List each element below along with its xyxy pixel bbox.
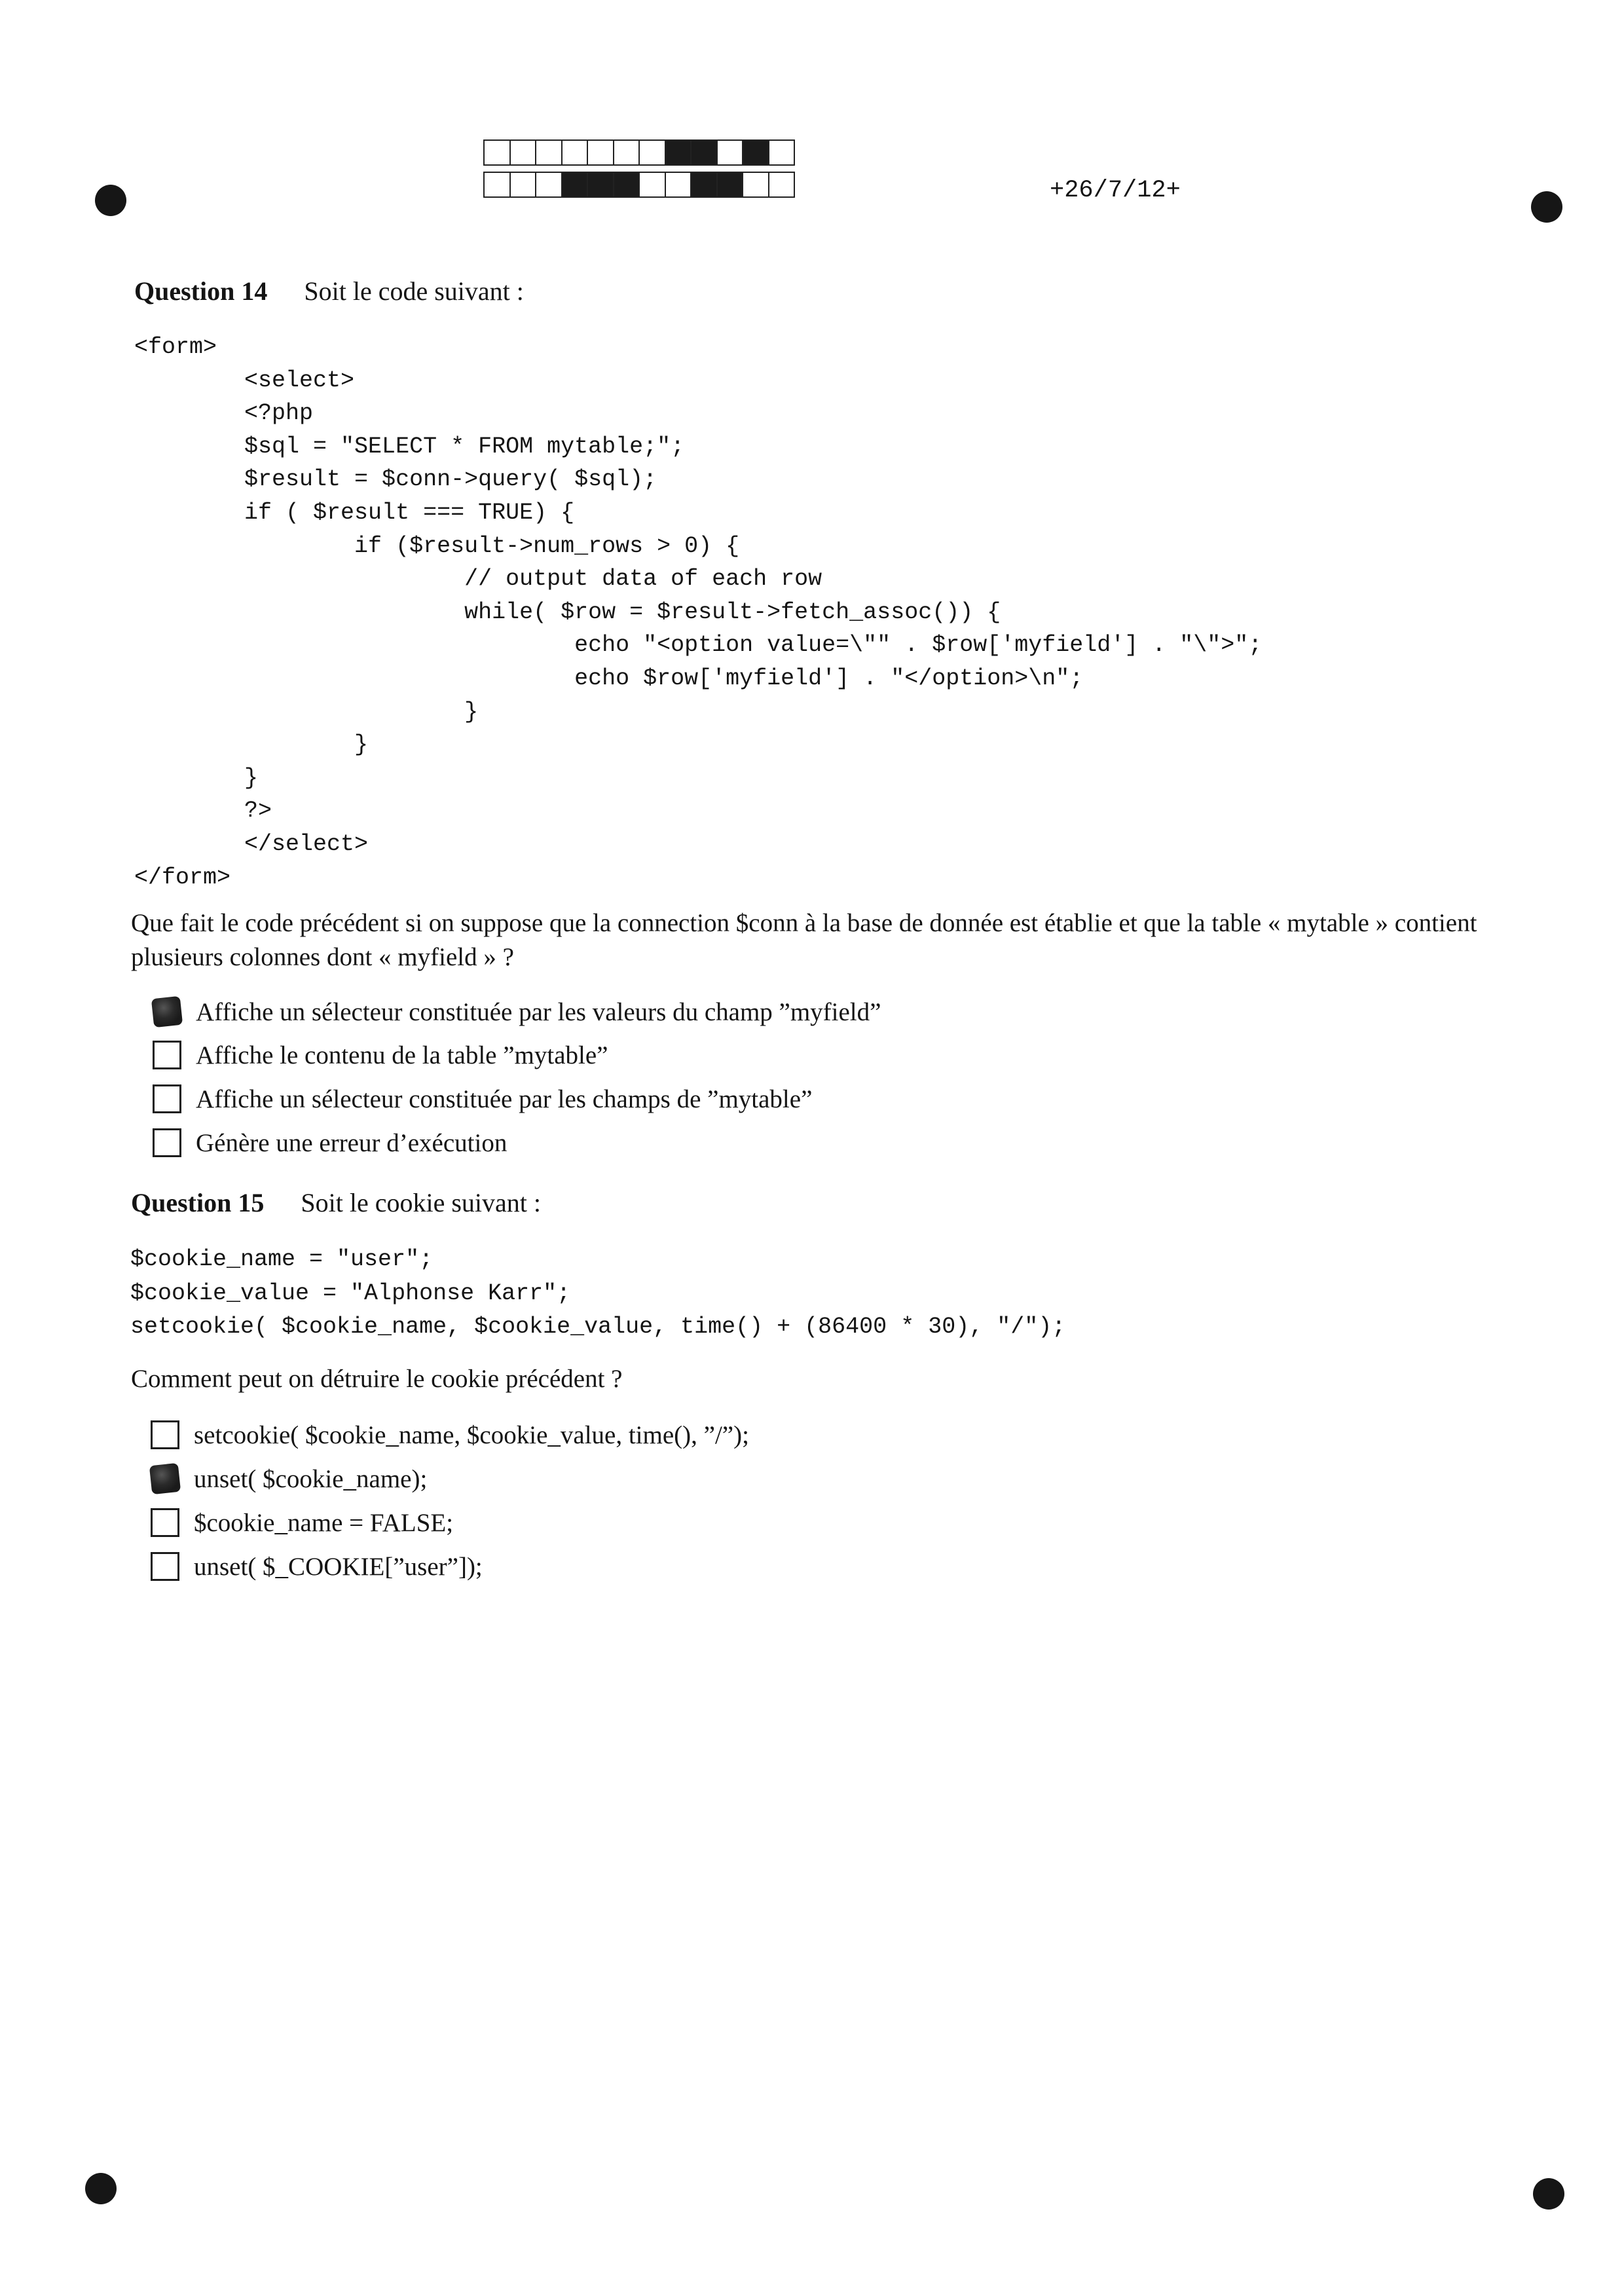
answer-option[interactable]: [151, 1462, 427, 1496]
answer-label: unset( $cookie_name);: [194, 1464, 428, 1493]
answer-label: Génère une erreur d’exécution: [196, 1128, 507, 1157]
checkbox[interactable]: [153, 1041, 181, 1069]
answer-label: Affiche un sélecteur constituée par les valeurs du champ ”myfield”: [196, 997, 881, 1026]
barcode-cell: [511, 173, 537, 196]
barcode-cell: [718, 141, 744, 164]
barcode-cell: [563, 173, 589, 196]
answer-option[interactable]: [151, 1549, 483, 1583]
registration-mark-bottom-left: [85, 2173, 117, 2204]
answer-label: Affiche le contenu de la table ”mytable”: [196, 1041, 608, 1069]
question-15-header: [131, 1187, 541, 1218]
registration-mark-top-left: [95, 185, 126, 216]
barcode-row-1: [483, 139, 795, 166]
code-block: $cookie_name = "user"; $cookie_value = "Alphonse Karr"; setcookie( $cookie_name, $cookie_value, time() + (86400 * 30), "/");: [130, 1246, 1066, 1340]
barcode-cell: [640, 141, 666, 164]
barcode-cell: [536, 141, 563, 164]
question-intro: Soit le code suivant :: [304, 276, 524, 306]
answer-option[interactable]: [153, 1082, 812, 1116]
barcode-row-2: [483, 172, 795, 198]
barcode-cell: [511, 141, 537, 164]
barcode-cell: [692, 141, 718, 164]
barcode-cell: [666, 173, 692, 196]
barcode-cell: [485, 173, 511, 196]
answer-option[interactable]: [151, 1506, 453, 1540]
barcode-cell: [692, 173, 718, 196]
question-prompt: Comment peut on détruire le cookie précédent ?: [131, 1365, 623, 1393]
answer-option[interactable]: [153, 1126, 507, 1160]
barcode-cell: [614, 173, 640, 196]
code-block: <form> <select> <?php $sql = "SELECT * FROM mytable;"; $result = $conn->query( $sql); if ( $result === TRUE) { if ($result->num_rows > 0) { // output data of each row while( $row = $result->fetch_assoc()) { echo "<option value=\"" . $row['myfield'] . "\">"; echo $row['myfield'] . "</option>\n"; } } } ?> </select> </form>: [134, 334, 1263, 891]
barcode-cell: [666, 141, 692, 164]
question-prompt: Que fait le code précédent si on suppose que la connection $conn à la base de donnée est établie et que la table « mytable » contient plusieurs colonnes dont « myfield » ?: [131, 909, 1477, 971]
barcode-cell: [563, 141, 589, 164]
answer-label: Affiche un sélecteur constituée par les champs de ”mytable”: [196, 1084, 813, 1113]
checkbox[interactable]: [151, 1420, 179, 1449]
barcode-cell: [485, 141, 511, 164]
checkbox[interactable]: [151, 996, 183, 1028]
registration-mark-bottom-right: [1533, 2178, 1564, 2210]
barcode-cell: [769, 173, 794, 196]
checkbox[interactable]: [153, 1084, 181, 1113]
barcode-cell: [743, 173, 769, 196]
answer-label: $cookie_name = FALSE;: [194, 1508, 454, 1537]
barcode-cell: [588, 141, 614, 164]
barcode-cell: [588, 173, 614, 196]
barcode-cell: [769, 141, 794, 164]
answer-option[interactable]: [151, 1418, 749, 1452]
answer-option[interactable]: [153, 1038, 608, 1072]
page-id: +26/7/12+: [1050, 177, 1181, 204]
question-intro: Soit le cookie suivant :: [301, 1188, 541, 1217]
barcode-cell: [536, 173, 563, 196]
answer-label: unset( $_COOKIE[”user”]);: [194, 1552, 483, 1581]
checkbox[interactable]: [151, 1552, 179, 1581]
checkbox[interactable]: [153, 1128, 181, 1157]
barcode-cell: [640, 173, 666, 196]
barcode-cell: [614, 141, 640, 164]
question-number: Question 15: [131, 1188, 265, 1217]
registration-mark-top-right: [1531, 191, 1562, 223]
question-14-header: [134, 276, 524, 306]
checkbox[interactable]: [149, 1463, 181, 1494]
barcode-cell: [718, 173, 744, 196]
answer-label: setcookie( $cookie_name, $cookie_value, time(), ”/”);: [194, 1420, 749, 1449]
checkbox[interactable]: [151, 1508, 179, 1537]
barcode-cell: [743, 141, 769, 164]
answer-option[interactable]: [153, 995, 881, 1029]
question-number: Question 14: [134, 276, 268, 306]
